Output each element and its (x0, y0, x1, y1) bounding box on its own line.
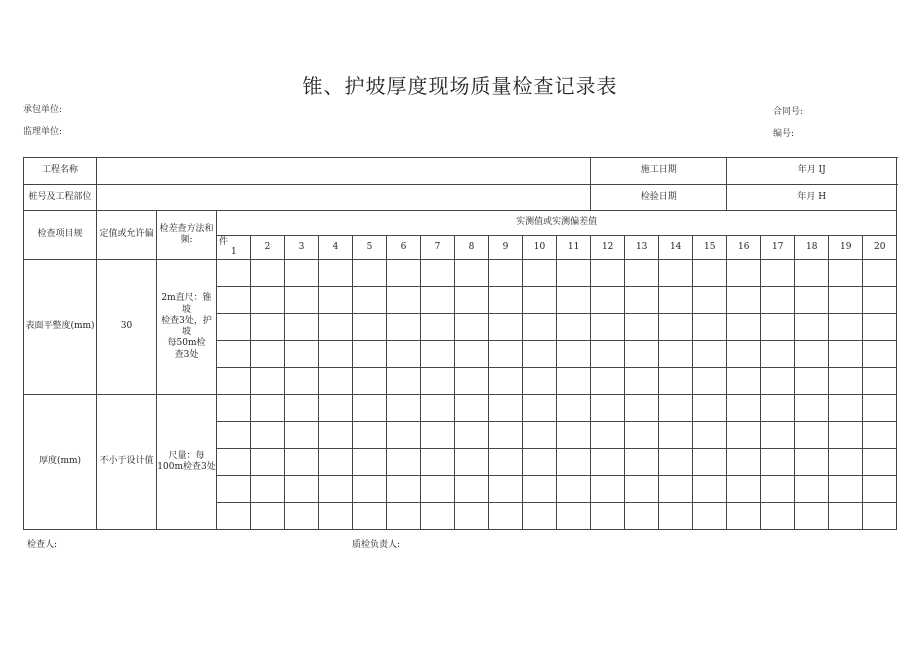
measure-cell[interactable] (319, 503, 353, 530)
measure-cell[interactable] (693, 422, 727, 449)
column-number-1 (217, 236, 251, 260)
measure-cell[interactable] (795, 260, 829, 287)
measure-cell[interactable] (829, 422, 863, 449)
inspection-table (23, 157, 897, 530)
header-row (24, 211, 897, 236)
measure-cell[interactable] (557, 341, 591, 368)
measure-cell[interactable] (489, 449, 523, 476)
tolerance-1: 30 (97, 260, 157, 395)
piece-label: 件 (219, 236, 229, 247)
measure-cell[interactable] (421, 287, 455, 314)
measure-cell[interactable] (489, 314, 523, 341)
measure-cell[interactable] (217, 476, 251, 503)
measure-cell[interactable] (523, 341, 557, 368)
measure-cell[interactable] (489, 287, 523, 314)
measure-cell[interactable] (387, 260, 421, 287)
measure-cell[interactable] (523, 395, 557, 422)
measure-cell[interactable] (795, 422, 829, 449)
measure-cell[interactable] (285, 395, 319, 422)
measure-cell[interactable] (863, 395, 897, 422)
column-number-13: 13 (625, 236, 659, 260)
measure-cell[interactable] (863, 449, 897, 476)
measure-cell[interactable] (863, 341, 897, 368)
tolerance-header: 定值或允许偏 (97, 211, 157, 260)
measure-cell[interactable] (863, 368, 897, 395)
measure-cell[interactable] (387, 476, 421, 503)
page-title: 锥、护坡厚度现场质量检查记录表 (302, 74, 618, 98)
measure-cell[interactable] (387, 503, 421, 530)
measure-cell[interactable] (353, 260, 387, 287)
measure-cell[interactable] (251, 287, 285, 314)
measure-cell[interactable] (421, 395, 455, 422)
measure-cell[interactable] (659, 449, 693, 476)
column-number-label: 1 (231, 246, 237, 257)
measure-cell[interactable] (455, 503, 489, 530)
measure-cell[interactable] (761, 287, 795, 314)
measure-cell[interactable] (489, 422, 523, 449)
contractor-label: 承包单位: (23, 105, 63, 115)
measure-cell[interactable] (761, 503, 795, 530)
measure-cell[interactable] (251, 503, 285, 530)
measure-cell[interactable] (829, 449, 863, 476)
measure-cell[interactable] (353, 314, 387, 341)
measure-cell[interactable] (693, 449, 727, 476)
pile-field[interactable] (97, 185, 591, 211)
measure-cell[interactable] (659, 503, 693, 530)
measure-cell[interactable] (523, 368, 557, 395)
measure-cell[interactable] (523, 476, 557, 503)
measure-cell[interactable] (591, 503, 625, 530)
measure-cell[interactable] (387, 314, 421, 341)
measure-cell[interactable] (489, 341, 523, 368)
measure-cell[interactable] (285, 368, 319, 395)
measure-cell[interactable] (591, 287, 625, 314)
measure-cell[interactable] (557, 368, 591, 395)
measure-cell[interactable] (761, 476, 795, 503)
column-number-17: 17 (761, 236, 795, 260)
measure-cell[interactable] (761, 395, 795, 422)
measure-cell[interactable] (625, 287, 659, 314)
measure-cell[interactable] (217, 449, 251, 476)
measure-cell[interactable] (387, 422, 421, 449)
measure-cell[interactable] (251, 395, 285, 422)
measured-header: 实测值或实测偏差值 (217, 211, 897, 236)
quality-manager-label: 质检负责人: (352, 540, 401, 550)
measure-cell[interactable] (557, 314, 591, 341)
measure-cell[interactable] (353, 341, 387, 368)
measure-cell[interactable] (625, 368, 659, 395)
column-number-7: 7 (421, 236, 455, 260)
measure-cell[interactable] (693, 476, 727, 503)
tolerance-2: 不小于设计值 (97, 395, 157, 530)
measure-cell[interactable] (727, 503, 761, 530)
measure-cell[interactable] (217, 287, 251, 314)
column-number-15: 15 (693, 236, 727, 260)
measure-cell[interactable] (319, 395, 353, 422)
measure-cell[interactable] (659, 287, 693, 314)
measure-cell[interactable] (319, 476, 353, 503)
measure-cell[interactable] (387, 287, 421, 314)
measure-cell[interactable] (829, 476, 863, 503)
measure-cell[interactable] (421, 368, 455, 395)
measure-cell[interactable] (659, 314, 693, 341)
measure-cell[interactable] (693, 503, 727, 530)
check-item-2: 厚度(mm) (24, 395, 97, 530)
measure-cell[interactable] (489, 395, 523, 422)
serial-label: 编号: (773, 129, 795, 139)
table-row (24, 260, 897, 287)
measure-cell[interactable] (353, 422, 387, 449)
measure-cell[interactable] (625, 395, 659, 422)
measure-cell[interactable] (217, 260, 251, 287)
measure-cell[interactable] (795, 314, 829, 341)
measure-cell[interactable] (829, 341, 863, 368)
measure-cell[interactable] (251, 314, 285, 341)
measure-cell[interactable] (353, 449, 387, 476)
measure-cell[interactable] (829, 503, 863, 530)
pile-label: 桩号及工程部位 (24, 185, 97, 211)
measure-cell[interactable] (353, 368, 387, 395)
measure-cell[interactable] (353, 503, 387, 530)
measure-cell[interactable] (285, 476, 319, 503)
column-number-5: 5 (353, 236, 387, 260)
measure-cell[interactable] (625, 503, 659, 530)
measure-cell[interactable] (455, 368, 489, 395)
measure-cell[interactable] (829, 260, 863, 287)
measure-cell[interactable] (217, 395, 251, 422)
construction-date-label: 施工日期 (591, 158, 727, 185)
measure-cell[interactable] (761, 368, 795, 395)
method-2: 尺量：每 100m检查3处 (157, 395, 217, 530)
measure-cell[interactable] (761, 341, 795, 368)
measure-cell[interactable] (557, 260, 591, 287)
measure-cell[interactable] (217, 368, 251, 395)
measure-cell[interactable] (217, 341, 251, 368)
measure-cell[interactable] (829, 287, 863, 314)
measure-cell[interactable] (557, 395, 591, 422)
measure-cell[interactable] (863, 422, 897, 449)
measure-cell[interactable] (727, 476, 761, 503)
measure-cell[interactable] (217, 503, 251, 530)
measure-cell[interactable] (251, 422, 285, 449)
measure-cell[interactable] (387, 368, 421, 395)
column-number-2: 2 (251, 236, 285, 260)
method-header: 检差查方法和 频: (157, 211, 217, 260)
column-number-3: 3 (285, 236, 319, 260)
measure-cell[interactable] (591, 476, 625, 503)
measure-cell[interactable] (285, 287, 319, 314)
contract-no-label: 合同号: (773, 107, 804, 117)
measure-cell[interactable] (523, 260, 557, 287)
measure-cell[interactable] (251, 260, 285, 287)
table-row (24, 395, 897, 422)
measure-cell[interactable] (795, 449, 829, 476)
column-number-18: 18 (795, 236, 829, 260)
measure-cell[interactable] (455, 287, 489, 314)
project-name-row (24, 158, 897, 185)
measure-cell[interactable] (761, 314, 795, 341)
measure-cell[interactable] (557, 287, 591, 314)
measure-cell[interactable] (455, 314, 489, 341)
measure-cell[interactable] (625, 260, 659, 287)
measure-cell[interactable] (727, 422, 761, 449)
measure-cell[interactable] (387, 395, 421, 422)
project-name-field[interactable] (97, 158, 591, 185)
measure-cell[interactable] (319, 341, 353, 368)
measure-cell[interactable] (557, 503, 591, 530)
measure-cell[interactable] (285, 422, 319, 449)
measure-cell[interactable] (489, 368, 523, 395)
measure-cell[interactable] (455, 260, 489, 287)
measure-cell[interactable] (727, 260, 761, 287)
measure-cell[interactable] (693, 314, 727, 341)
measure-cell[interactable] (795, 476, 829, 503)
measure-cell[interactable] (285, 449, 319, 476)
measure-cell[interactable] (319, 368, 353, 395)
measure-cell[interactable] (625, 341, 659, 368)
column-number-14: 14 (659, 236, 693, 260)
measure-cell[interactable] (591, 341, 625, 368)
inspector-label: 检查人: (27, 540, 58, 550)
measure-cell[interactable] (659, 260, 693, 287)
measure-cell[interactable] (591, 368, 625, 395)
measure-cell[interactable] (557, 449, 591, 476)
measure-cell[interactable] (795, 368, 829, 395)
measure-cell[interactable] (421, 422, 455, 449)
measure-cell[interactable] (217, 422, 251, 449)
check-item-1: 表面平整度(mm) (24, 260, 97, 395)
measure-cell[interactable] (625, 422, 659, 449)
measure-cell[interactable] (421, 341, 455, 368)
measure-cell[interactable] (353, 395, 387, 422)
measure-cell[interactable] (693, 287, 727, 314)
measure-cell[interactable] (659, 395, 693, 422)
measure-cell[interactable] (285, 341, 319, 368)
measure-cell[interactable] (251, 368, 285, 395)
measure-cell[interactable] (829, 314, 863, 341)
measure-cell[interactable] (217, 314, 251, 341)
measure-cell[interactable] (693, 368, 727, 395)
item-header: 检查项目规 (24, 211, 97, 260)
measure-cell[interactable] (863, 260, 897, 287)
measure-cell[interactable] (863, 476, 897, 503)
construction-date-field[interactable]: 年月 IJ (727, 158, 897, 185)
measure-cell[interactable] (353, 476, 387, 503)
measure-cell[interactable] (829, 368, 863, 395)
measure-cell[interactable] (489, 476, 523, 503)
measure-cell[interactable] (591, 449, 625, 476)
measure-cell[interactable] (523, 287, 557, 314)
measure-cell[interactable] (421, 449, 455, 476)
column-number-9: 9 (489, 236, 523, 260)
measure-cell[interactable] (795, 341, 829, 368)
measure-cell[interactable] (625, 314, 659, 341)
measure-cell[interactable] (557, 476, 591, 503)
measure-cell[interactable] (727, 287, 761, 314)
measure-cell[interactable] (421, 260, 455, 287)
inspection-date-label: 检验日期 (591, 185, 727, 211)
column-number-6: 6 (387, 236, 421, 260)
measure-cell[interactable] (795, 395, 829, 422)
measure-cell[interactable] (285, 260, 319, 287)
measure-cell[interactable] (523, 422, 557, 449)
measure-cell[interactable] (353, 287, 387, 314)
measure-cell[interactable] (455, 395, 489, 422)
measure-cell[interactable] (795, 503, 829, 530)
measure-cell[interactable] (489, 503, 523, 530)
measure-cell[interactable] (523, 503, 557, 530)
measure-cell[interactable] (489, 260, 523, 287)
measure-cell[interactable] (387, 449, 421, 476)
measure-cell[interactable] (455, 476, 489, 503)
column-number-19: 19 (829, 236, 863, 260)
column-number-11: 11 (557, 236, 591, 260)
measure-cell[interactable] (285, 314, 319, 341)
column-number-8: 8 (455, 236, 489, 260)
measure-cell[interactable] (727, 314, 761, 341)
column-number-10: 10 (523, 236, 557, 260)
measure-cell[interactable] (591, 260, 625, 287)
measure-cell[interactable] (659, 341, 693, 368)
measure-cell[interactable] (659, 476, 693, 503)
measure-cell[interactable] (625, 476, 659, 503)
measure-cell[interactable] (829, 395, 863, 422)
measure-cell[interactable] (455, 449, 489, 476)
measure-cell[interactable] (251, 449, 285, 476)
measure-cell[interactable] (319, 422, 353, 449)
pile-row (24, 185, 897, 211)
measure-cell[interactable] (319, 287, 353, 314)
measure-cell[interactable] (727, 368, 761, 395)
measure-cell[interactable] (421, 476, 455, 503)
measure-cell[interactable] (285, 503, 319, 530)
measure-cell[interactable] (761, 260, 795, 287)
measure-cell[interactable] (591, 395, 625, 422)
measure-cell[interactable] (863, 314, 897, 341)
supervisor-label: 监理单位: (23, 127, 63, 137)
measure-cell[interactable] (659, 422, 693, 449)
measure-cell[interactable] (693, 341, 727, 368)
measure-cell[interactable] (523, 314, 557, 341)
measure-cell[interactable] (455, 341, 489, 368)
measure-cell[interactable] (319, 314, 353, 341)
measure-cell[interactable] (319, 449, 353, 476)
column-number-16: 16 (727, 236, 761, 260)
measure-cell[interactable] (727, 341, 761, 368)
column-number-4: 4 (319, 236, 353, 260)
measure-cell[interactable] (557, 422, 591, 449)
measure-cell[interactable] (761, 449, 795, 476)
measure-cell[interactable] (591, 422, 625, 449)
measure-cell[interactable] (693, 395, 727, 422)
measure-cell[interactable] (251, 341, 285, 368)
column-number-20: 20 (863, 236, 897, 260)
measure-cell[interactable] (761, 422, 795, 449)
inspection-date-field[interactable]: 年月 H (727, 185, 897, 211)
measure-cell[interactable] (251, 476, 285, 503)
measure-cell[interactable] (727, 449, 761, 476)
measure-cell[interactable] (387, 341, 421, 368)
measure-cell[interactable] (319, 260, 353, 287)
measure-cell[interactable] (421, 503, 455, 530)
measure-cell[interactable] (727, 395, 761, 422)
measure-cell[interactable] (795, 287, 829, 314)
measure-cell[interactable] (625, 449, 659, 476)
measure-cell[interactable] (455, 422, 489, 449)
measure-cell[interactable] (863, 503, 897, 530)
measure-cell[interactable] (863, 287, 897, 314)
measure-cell[interactable] (693, 260, 727, 287)
measure-cell[interactable] (523, 449, 557, 476)
project-name-label: 工程名称 (24, 158, 97, 185)
method-1: 2m直尺：锥坡 检查3处，护坡 每50m检 查3处 (157, 260, 217, 395)
measure-cell[interactable] (591, 314, 625, 341)
measure-cell[interactable] (659, 368, 693, 395)
measure-cell[interactable] (421, 314, 455, 341)
column-number-12: 12 (591, 236, 625, 260)
